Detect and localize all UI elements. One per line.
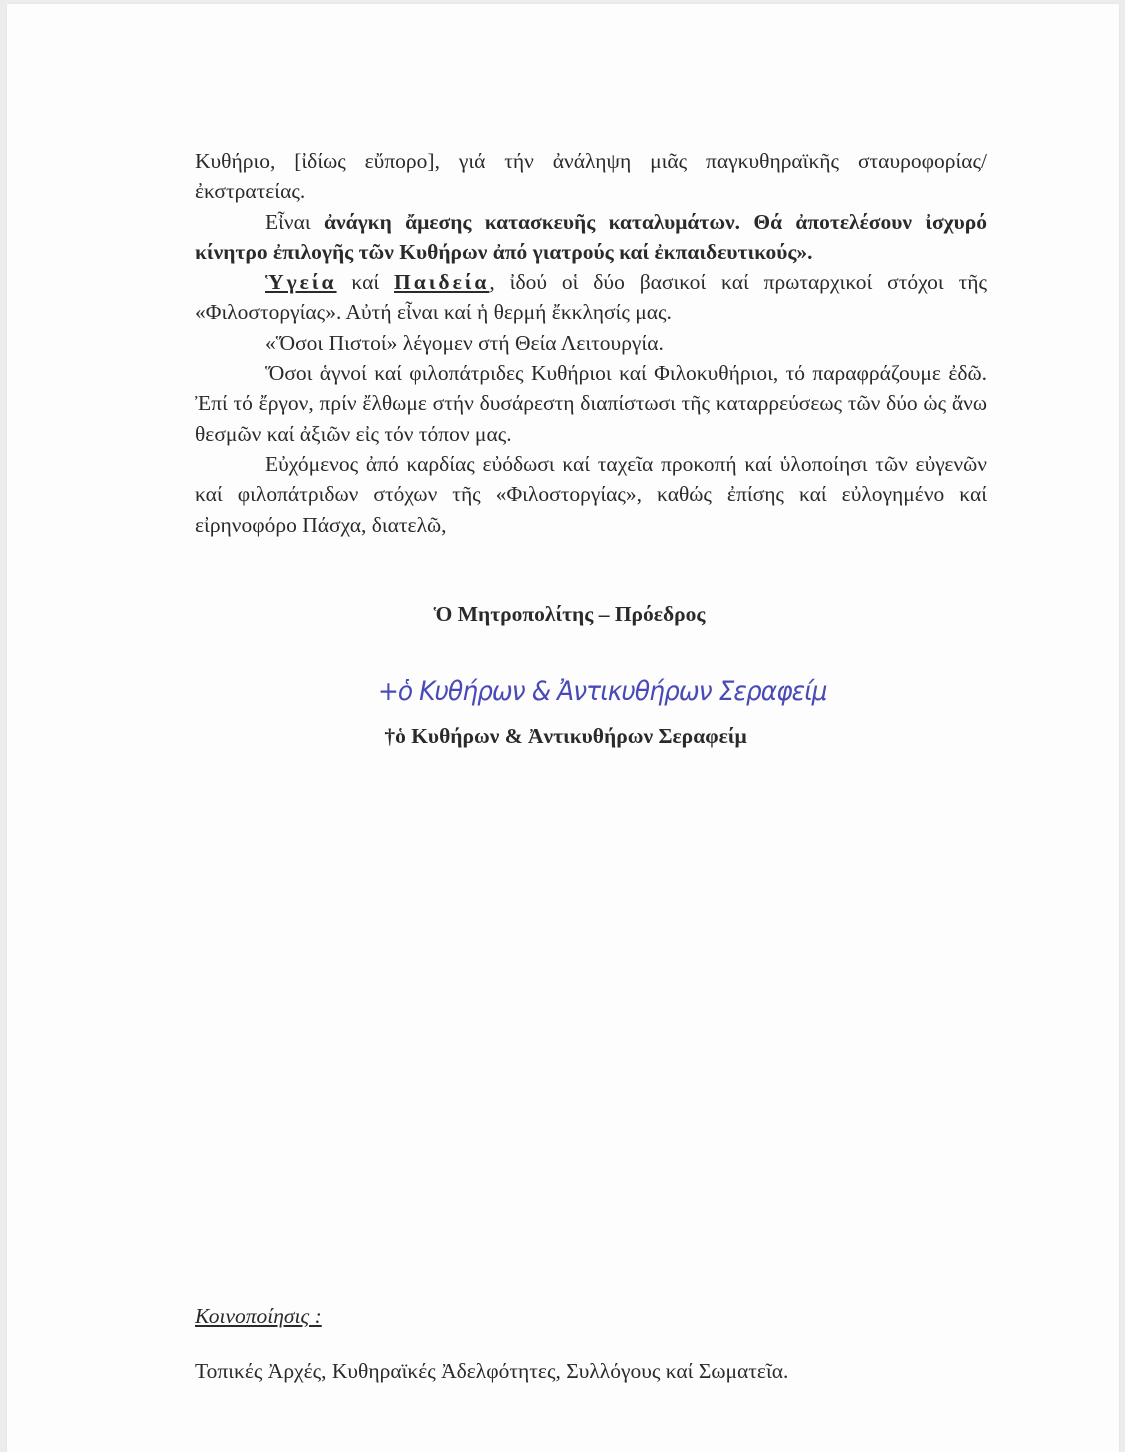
- signatory-name: †ὁ Κυθήρων & Ἀντικυθήρων Σεραφείμ: [384, 724, 747, 748]
- paragraph-3-text: , ἰδού οἱ δύο βασικοί καί πρωταρχικοί στόχοι τῆς «Φιλοστοργίας». Αὐτή εἶναι καί ἡ θερμή ἔκκλησίς μας.: [195, 270, 987, 325]
- paragraph-5: [195, 358, 987, 449]
- paragraph-4-text: «Ὅσοι Πιστοί» λέγομεν στή Θεία Λειτουργία.: [265, 330, 664, 355]
- paragraph-3: [195, 267, 987, 328]
- paragraph-5-text: Ὅσοι ἁγνοί καί φιλοπάτριδες Κυθήριοι καί Φιλοκυθήριοι, τό παραφράζουμε ἐδῶ. Ἐπί τό ἔργον, πρίν ἔλθωμε στήν δυσάρεστη διαπίστωσι τῆς καταρρεύσεως τῶν δύο ὡς ἄνω θεσμῶν καί ἀξιῶν εἰς τόν τόπον μας.: [195, 361, 987, 446]
- paragraph-2-text-lead: Εἶναι: [265, 209, 325, 234]
- education-word: Παιδεία: [394, 270, 490, 295]
- paragraph-2-text-bold: ἀνάγκη ἄμεσης κατασκευῆς καταλυμάτων. Θά ἀποτελέσουν ἰσχυρό κίνητρο ἐπιλογῆς τῶν Κυθήρων ἀπό γιατρούς καί ἐκπαιδευτικούς».: [195, 209, 987, 264]
- handwritten-signature: +ὁ Κυθήρων & Ἀντικυθήρων Σεραφείμ: [378, 676, 827, 707]
- paragraph-1-text: Κυθήριο, [ἰδίως εὔπορο], γιά τήν ἀνάληψη μιᾶς παγκυθηραϊκῆς σταυροφορίας/ἐκστρατείας.: [195, 149, 987, 204]
- paragraph-6: [195, 449, 987, 540]
- paragraph-3-connector: καί: [336, 270, 395, 295]
- document-page: [7, 4, 1119, 1452]
- paragraph-4: [195, 328, 987, 358]
- cc-recipients: Τοπικές Ἀρχές, Κυθηραϊκές Ἀδελφότητες, Συλλόγους καί Σωματεῖα.: [195, 1359, 789, 1383]
- paragraph-2: [195, 207, 987, 268]
- health-word: Ὑγεία: [265, 270, 337, 295]
- paragraph-6-text: Εὐχόμενος ἀπό καρδίας εὐόδωσι καί ταχεῖα προκοπή καί ὑλοποίησι τῶν εὐγενῶν καί φιλοπάτριδων στόχων τῆς «Φιλοστοργίας», καθώς ἐπίσης καί εὐλογημένο καί εἰρηνοφόρο Πάσχα, διατελῶ,: [195, 451, 987, 537]
- letter-body: [195, 146, 987, 540]
- paragraph-1: [195, 146, 987, 207]
- closing-title: Ὁ Μητροπολίτης – Πρόεδρος: [433, 602, 706, 626]
- cc-heading: Κοινοποίησις :: [195, 1304, 322, 1328]
